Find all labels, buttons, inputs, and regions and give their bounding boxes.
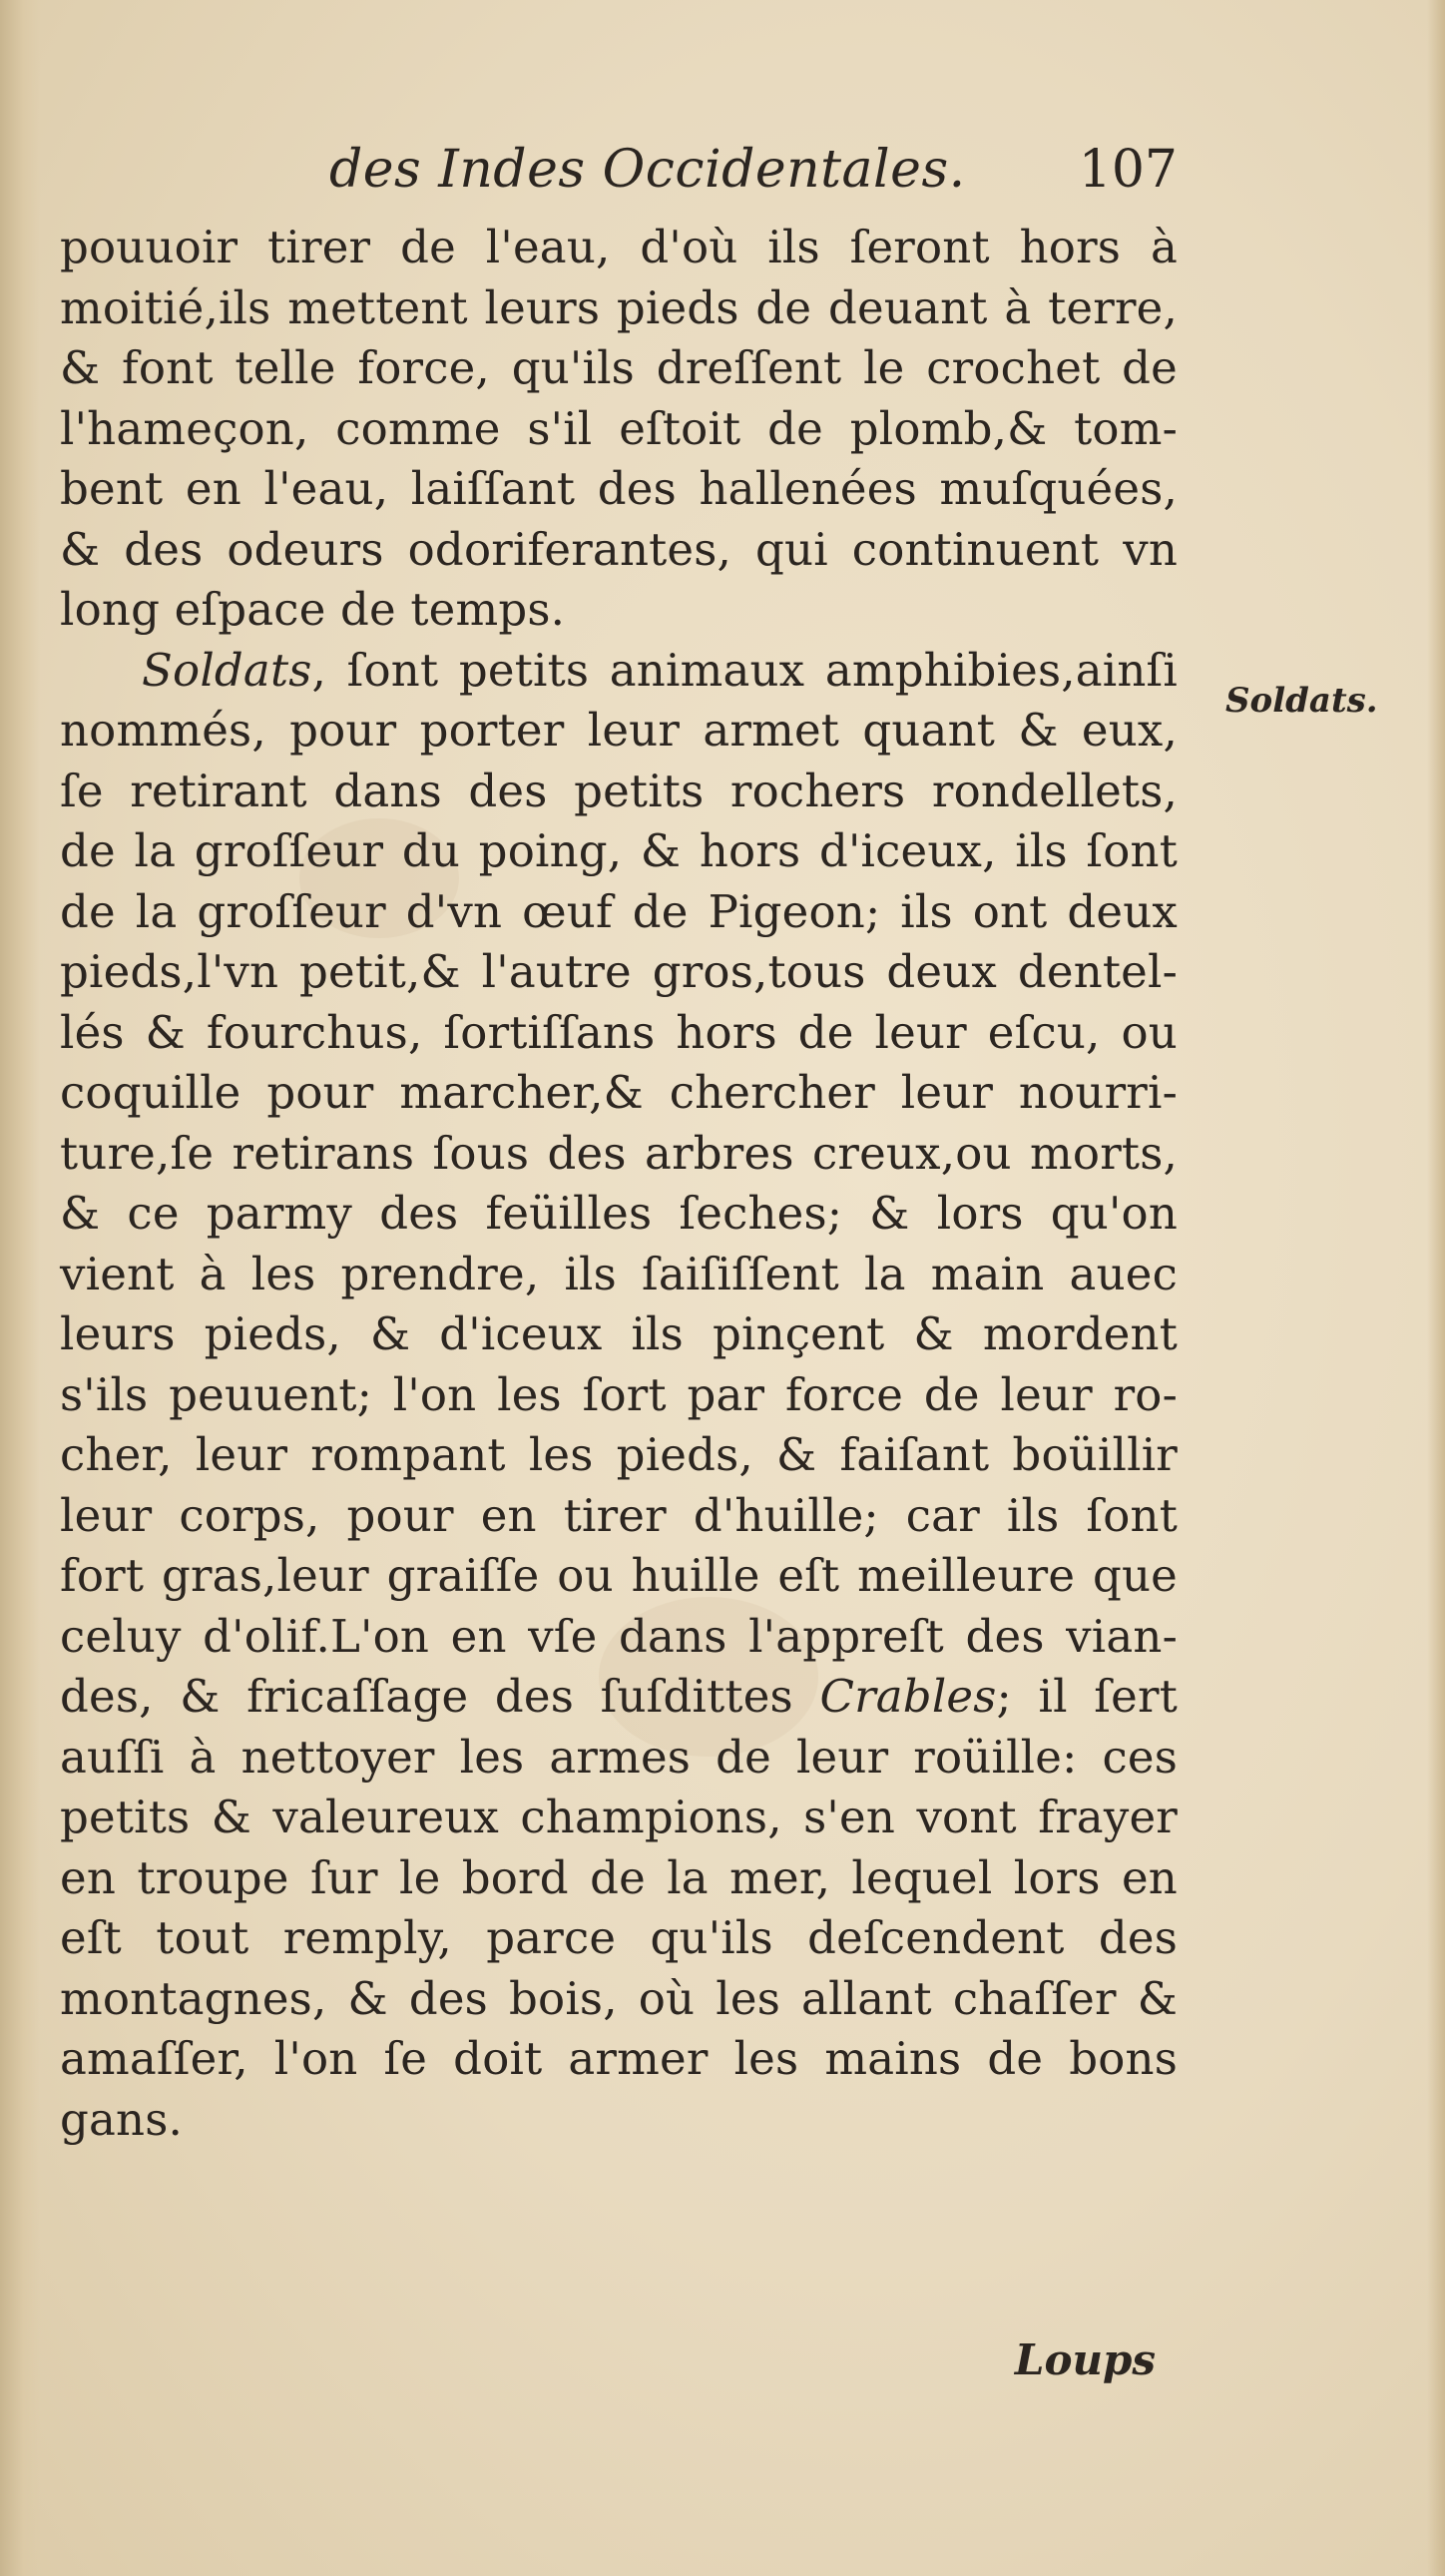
page-number: 107	[1078, 140, 1178, 200]
page-gutter-shadow	[0, 0, 40, 2576]
margin-note: Soldats.	[1225, 681, 1378, 721]
text-line: fort gras,leur graiſſe ou huille eſt meilleure que	[60, 1549, 1178, 1602]
text-line: coquille pour marcher,& chercher leur nourri-	[60, 1066, 1178, 1119]
italic-term: Soldats	[142, 643, 312, 697]
text-line: leurs pieds, & d'iceux ils pinçent & mordent	[60, 1307, 1178, 1360]
text-line: moitié,ils mettent leurs pieds de deuant à terre,	[60, 280, 1178, 334]
text-line: & font telle force, qu'ils dreſſent le crochet de	[60, 341, 1178, 394]
text-line: des, & fricaſſage des ſuſdittes Crables; il ſert	[60, 1670, 1178, 1723]
text-line: de la groſſeur du poing, & hors d'iceux, ils ſont	[60, 824, 1178, 877]
body-text	[60, 218, 1178, 2150]
text-line: & des odeurs odoriferantes, qui continuent vn	[60, 522, 1178, 576]
text-line: de la groſſeur d'vn œuf de Pigeon; ils ont deux	[60, 884, 1178, 938]
text-line: cher, leur rompant les pieds, & faiſant boüillir	[60, 1428, 1178, 1481]
text-line: auſſi à nettoyer les armes de leur roüille: ces	[60, 1730, 1178, 1784]
text-line: amaſſer, l'on ſe doit armer les mains de bons	[60, 2032, 1178, 2085]
text-line: montagnes, & des bois, où les allant chaſſer &	[60, 1971, 1178, 2025]
text-line: lés & fourchus, ſortiſſans hors de leur eſcu, ou	[60, 1005, 1178, 1059]
text-line: s'ils peuuent; l'on les ſort par force de leur ro-	[60, 1367, 1178, 1421]
page-header	[60, 140, 1178, 220]
text-line: ſe retirant dans des petits rochers rondellets,	[60, 764, 1178, 817]
page-edge-shadow	[1427, 0, 1445, 2576]
catchword: Loups	[1014, 2335, 1156, 2384]
running-title: des Indes Occidentales.	[329, 140, 966, 200]
text-line: ture,ſe retirans ſous des arbres creux,ou morts,	[60, 1126, 1178, 1180]
text-line: gans.	[60, 2092, 184, 2146]
text-line: en troupe ſur le bord de la mer, lequel lors en	[60, 1850, 1178, 1904]
text-line: celuy d'olif.L'on en vſe dans l'appreſt des vian-	[60, 1609, 1178, 1663]
text-line: nommés, pour porter leur armet quant & eux,	[60, 704, 1178, 757]
text-line: vient à les prendre, ils ſaiſiſſent la main auec	[60, 1247, 1178, 1300]
italic-term: Crables	[819, 1670, 997, 1723]
text-line: pieds,l'vn petit,& l'autre gros,tous deux dentel-	[60, 945, 1178, 998]
text-line: bent en l'eau, laiſſant des hallenées muſquées,	[60, 462, 1178, 515]
text-line: petits & valeureux champions, s'en vont frayer	[60, 1791, 1178, 1843]
text-line: & ce parmy des feüilles ſeches; & lors qu'on	[60, 1187, 1178, 1240]
text-line: l'hameçon, comme s'il eſtoit de plomb,& tom-	[60, 401, 1178, 455]
text-line: pouuoir tirer de l'eau, d'où ils ſeront hors à	[60, 221, 1178, 273]
text-line: leur corps, pour en tirer d'huille; car ils ſont	[60, 1488, 1178, 1542]
text-line: Soldats, ſont petits animaux amphibies,ainſi	[142, 643, 1178, 697]
text-line: long eſpace de temps.	[60, 583, 566, 636]
text-line: eſt tout remply, parce qu'ils deſcendent des	[60, 1911, 1178, 1964]
